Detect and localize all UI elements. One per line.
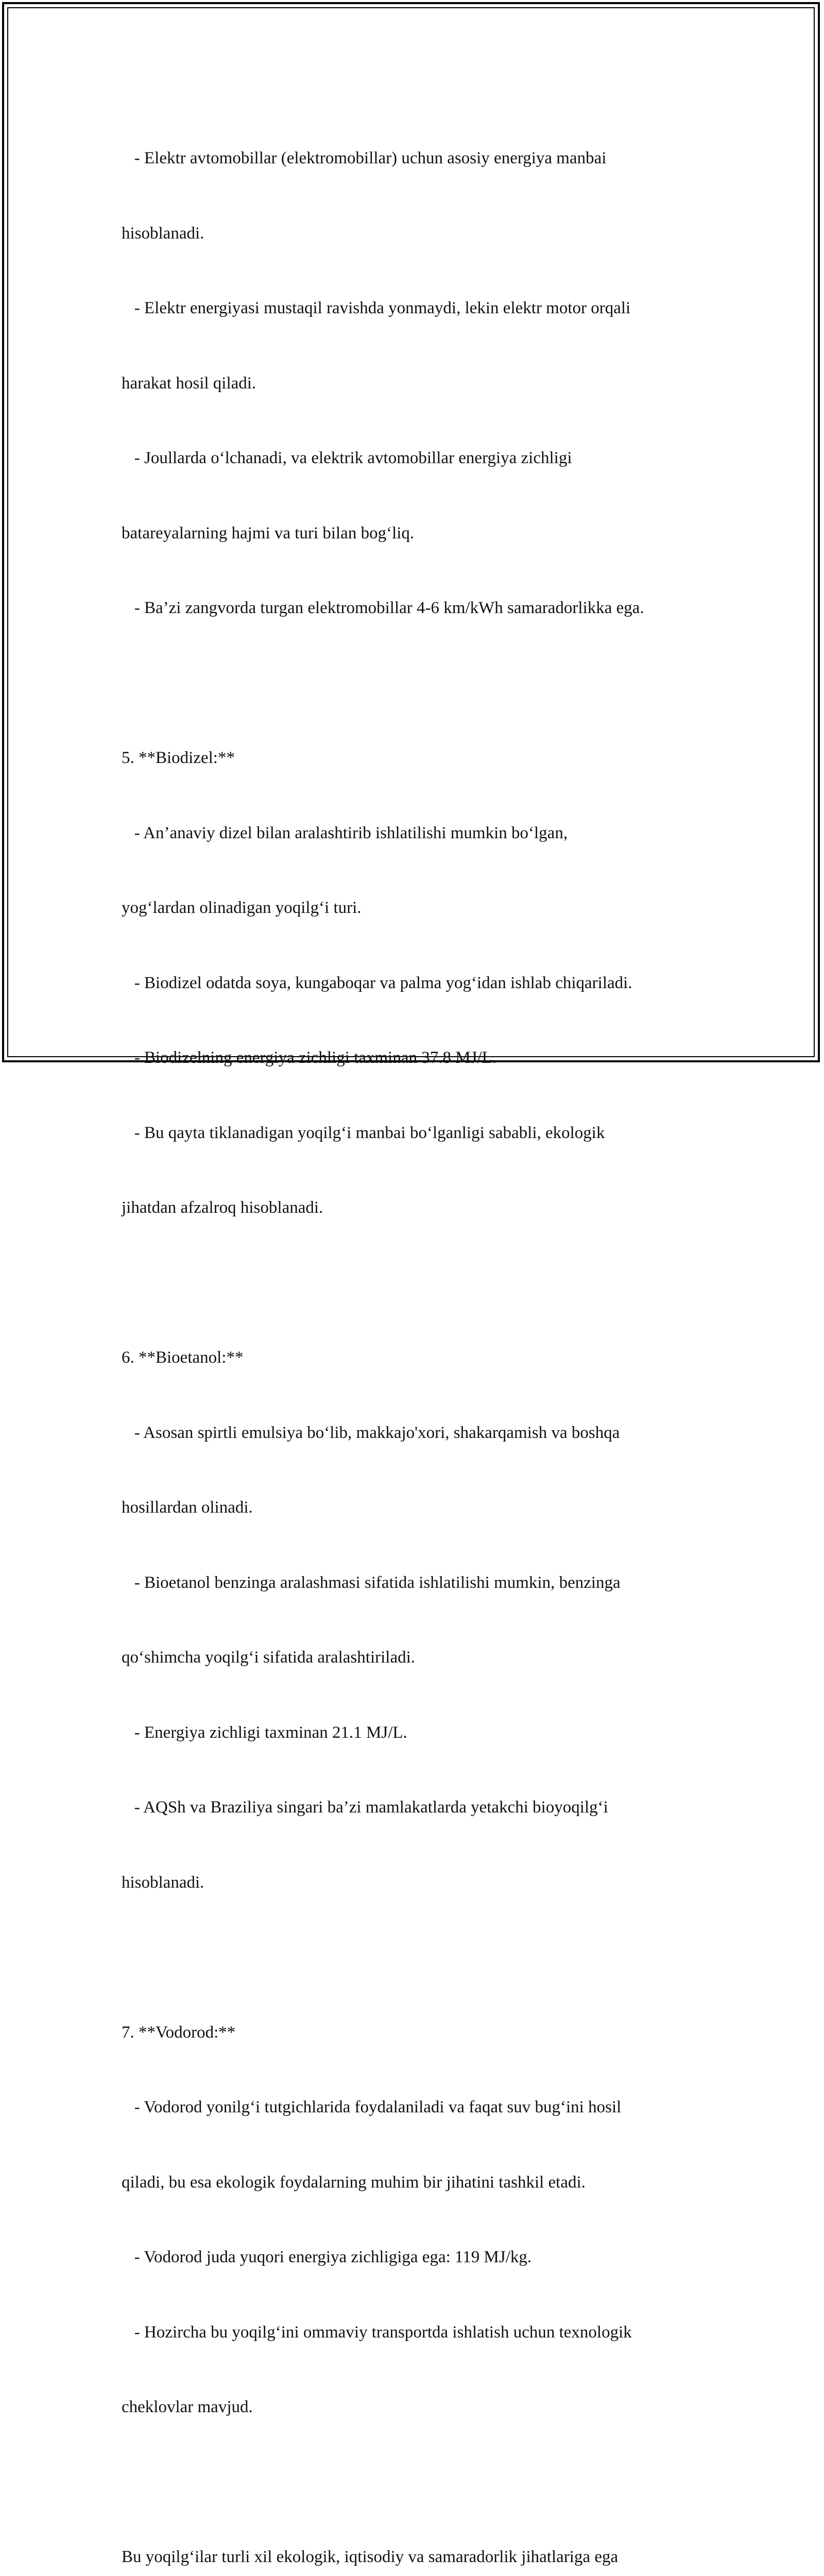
text-line: hisoblanadi. bbox=[122, 224, 204, 243]
text-line: - Bu qayta tiklanadigan yoqilg‘i manbai bo‘lganligi sababli, ekologik bbox=[122, 1123, 605, 1142]
blank-line bbox=[122, 1270, 729, 1296]
section-heading-biodizel: 5. **Biodizel:** bbox=[122, 749, 235, 767]
text-line: hosillardan olinadi. bbox=[122, 1498, 253, 1517]
text-line: qiladi, bu esa ekologik foydalarning muhim bir jihatini tashkil etadi. bbox=[122, 2173, 586, 2192]
text-line: - Vodorod yonilg‘i tutgichlarida foydalaniladi va faqat suv bug‘ini hosil bbox=[122, 2098, 622, 2116]
text-line: - Asosan spirtli emulsiya bo‘lib, makkajo'xori, shakarqamish va boshqa bbox=[122, 1423, 620, 1442]
text-line: batareyalarning hajmi va turi bilan bog‘liq. bbox=[122, 523, 415, 543]
text-line: - Elektr energiyasi mustaqil ravishda yonmaydi, lekin elektr motor orqali bbox=[122, 299, 631, 317]
text-line: - Vodorod juda yuqori energiya zichligiga ega: 119 MJ/kg. bbox=[122, 2248, 532, 2266]
text-line: Bu yoqilg‘ilar turli xil ekologik, iqtisodiy va samaradorlik jihatlariga ega bbox=[122, 2548, 619, 2566]
text-line: - Elektr avtomobillar (elektromobillar) uchun asosiy energiya manbai bbox=[122, 149, 607, 167]
text-line: cheklovlar mavjud. bbox=[122, 2398, 253, 2416]
text-line: - An’anaviy dizel bilan aralashtirib ishlatilishi mumkin bo‘lgan, bbox=[122, 823, 568, 842]
text-line: qo‘shimcha yoqilg‘i sifatida aralashtiriladi. bbox=[122, 1648, 416, 1667]
text-line: harakat hosil qiladi. bbox=[122, 374, 256, 393]
blank-line bbox=[122, 671, 729, 696]
section-heading-vodorod: 7. **Vodorod:** bbox=[122, 2023, 236, 2042]
text-line: - Joullarda o‘lchanadi, va elektrik avtomobillar energiya zichligi bbox=[122, 449, 572, 467]
text-line: - Hozircha bu yoqilg‘ini ommaviy transportda ishlatish uchun texnologik bbox=[122, 2323, 632, 2342]
document-body bbox=[122, 96, 729, 2576]
text-line: - Ba’zi zangvorda turgan elektromobillar 4-6 km/kWh samaradorlikka ega. bbox=[122, 599, 644, 617]
blank-line bbox=[122, 1945, 729, 1970]
text-line: - Energiya zichligi taxminan 21.1 MJ/L. bbox=[122, 1723, 407, 1742]
text-line: jihatdan afzalroq hisoblanadi. bbox=[122, 1198, 323, 1217]
text-line: yog‘lardan olinadigan yoqilg‘i turi. bbox=[122, 899, 362, 917]
text-line: hisoblanadi. bbox=[122, 1873, 204, 1892]
text-line: - Biodizelning energiya zichligi taxminan 37.8 MJ/L. bbox=[122, 1048, 496, 1067]
blank-line bbox=[122, 2470, 729, 2495]
section-heading-bioetanol: 6. **Bioetanol:** bbox=[122, 1348, 244, 1367]
text-line: - Biodizel odatda soya, kungaboqar va palma yog‘idan ishlab chiqariladi. bbox=[122, 973, 632, 992]
text-line: - Bioetanol benzinga aralashmasi sifatida ishlatilishi mumkin, benzinga bbox=[122, 1573, 621, 1592]
text-line: - AQSh va Braziliya singari ba’zi mamlakatlarda yetakchi bioyoqilg‘i bbox=[122, 1798, 608, 1817]
